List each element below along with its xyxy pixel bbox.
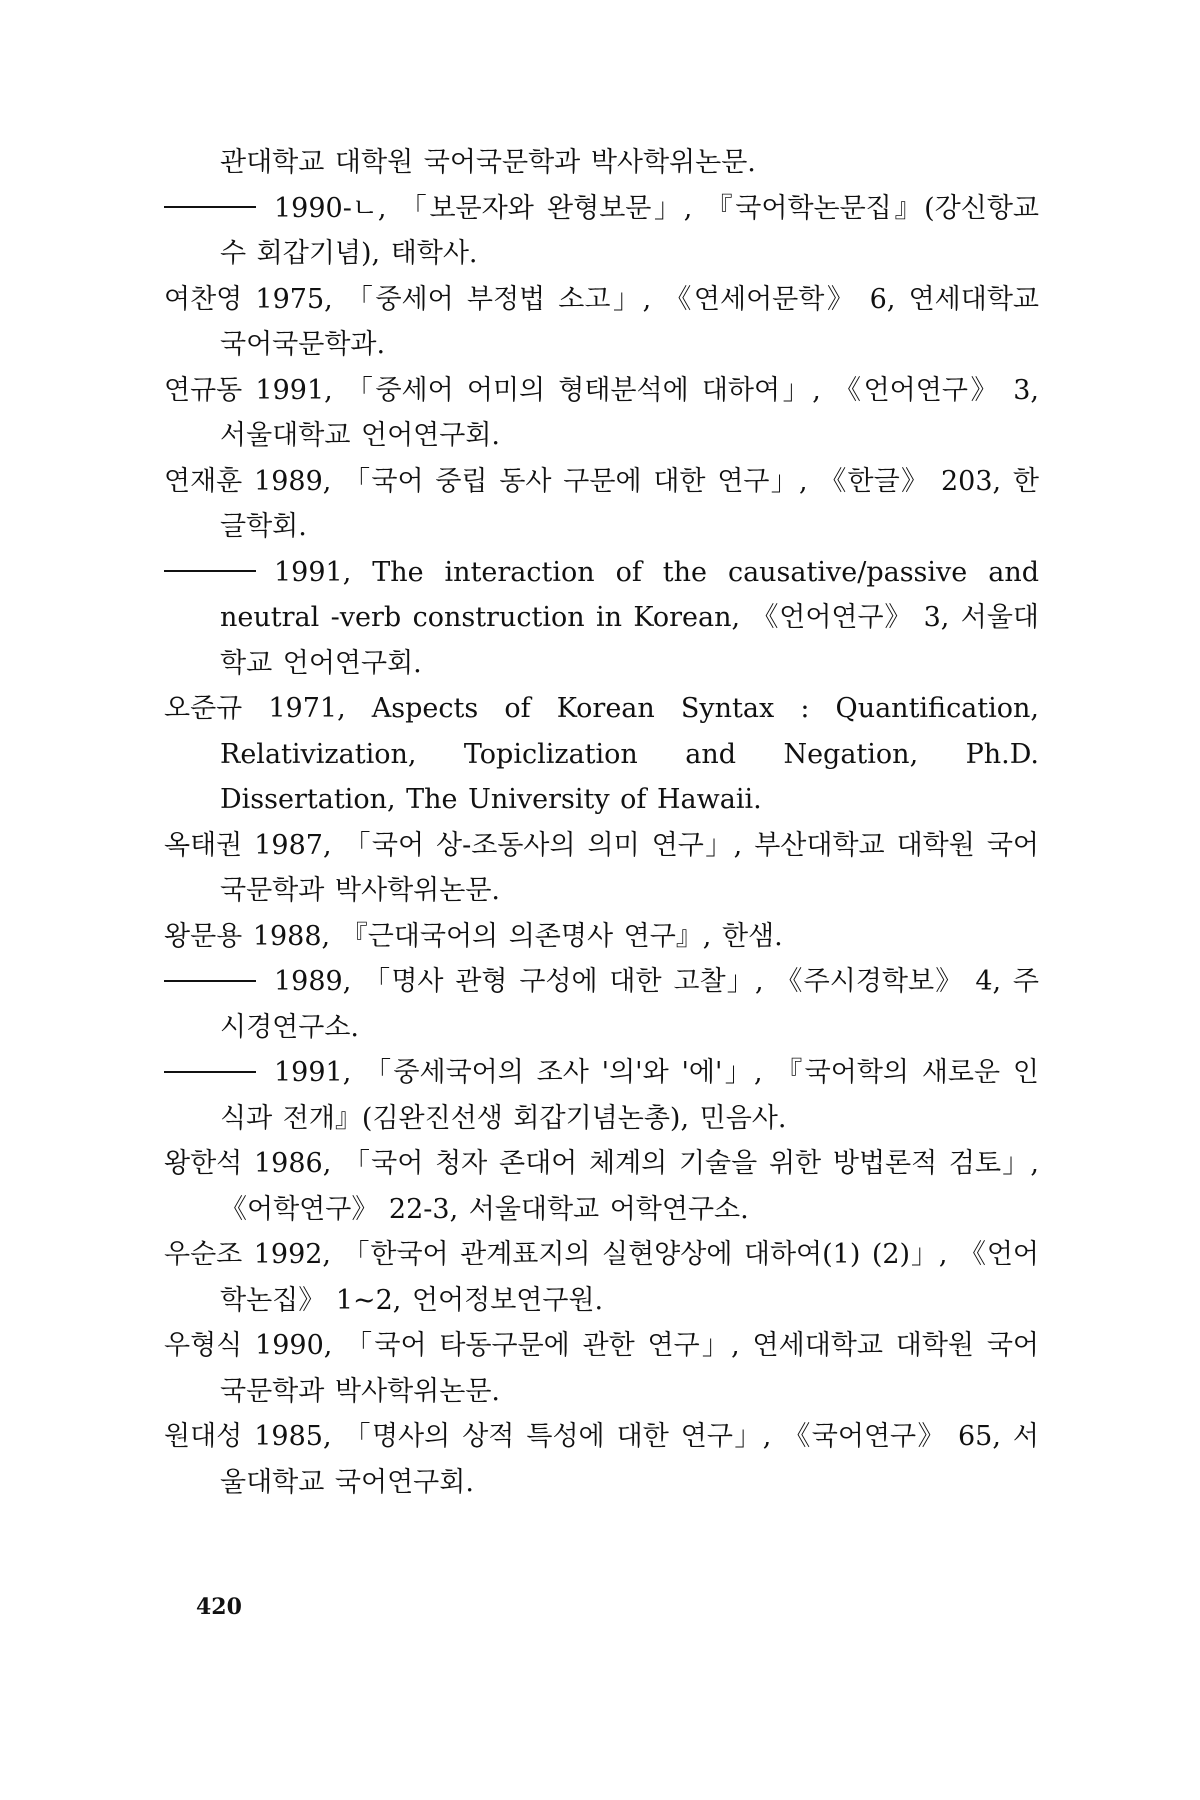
reference-text: 옥태권 1987, 「국어 상-조동사의 의미 연구」, 부산대학교 대학원 국어국문학과 박사학위논문.	[164, 829, 1039, 906]
reference-entry	[164, 1414, 1039, 1505]
reference-entry	[164, 914, 1039, 960]
ditto-dash	[164, 570, 256, 572]
reference-text: 1990-ㄴ, 「보문자와 완형보문」, 『국어학논문집』(강신항교수 회갑기념), 태학사.	[220, 192, 1039, 269]
reference-text: 1991, 「중세국어의 조사 '의'와 '에'」, 『국어학의 새로운 인식과 전개』(김완진선생 회갑기념논총), 민음사.	[220, 1057, 1039, 1134]
reference-text: 연재훈 1989, 「국어 중립 동사 구문에 대한 연구」, 《한글》 203, 한글학회.	[164, 465, 1039, 542]
reference-entry	[164, 459, 1039, 550]
reference-entry	[164, 550, 1039, 687]
reference-entry	[164, 1323, 1039, 1414]
reference-list	[164, 140, 1039, 1505]
ditto-dash	[164, 1071, 256, 1073]
reference-text: 우순조 1992, 「한국어 관계표지의 실현양상에 대하여(1) (2)」, 《언어학논집》 1~2, 언어정보연구원.	[164, 1239, 1039, 1316]
reference-entry	[164, 1232, 1039, 1323]
reference-text: 연규동 1991, 「중세어 어미의 형태분석에 대하여」, 《언어연구》 3, 서울대학교 언어연구회.	[164, 374, 1039, 451]
reference-text: 오준규 1971, Aspects of Korean Syntax : Quantification, Relativization, Topiclization and Negation, Ph.D. Dissertation, The University of Hawaii.	[164, 693, 1039, 815]
reference-entry	[164, 277, 1039, 368]
reference-entry	[164, 140, 1039, 186]
reference-entry	[164, 186, 1039, 277]
reference-text: 왕문용 1988, 『근대국어의 의존명사 연구』, 한샘.	[164, 920, 783, 952]
reference-entry	[164, 959, 1039, 1050]
ditto-dash	[164, 980, 256, 982]
reference-entry	[164, 823, 1039, 914]
reference-text: 원대성 1985, 「명사의 상적 특성에 대한 연구」, 《국어연구》 65, 서울대학교 국어연구회.	[164, 1421, 1039, 1498]
page-number: 420	[196, 1594, 242, 1620]
reference-text: 1989, 「명사 관형 구성에 대한 고찰」, 《주시경학보》 4, 주시경연구소.	[220, 966, 1039, 1043]
reference-text: 1991, The interaction of the causative/passive and neutral -verb construction in Korean, 《언어연구》 3, 서울대학교 언어연구회.	[220, 556, 1039, 679]
reference-text: 여찬영 1975, 「중세어 부정법 소고」, 《연세어문학》 6, 연세대학교 국어국문학과.	[164, 283, 1039, 360]
reference-text: 우형식 1990, 「국어 타동구문에 관한 연구」, 연세대학교 대학원 국어국문학과 박사학위논문.	[164, 1330, 1039, 1407]
ditto-dash	[164, 206, 256, 208]
reference-text: 관대학교 대학원 국어국문학과 박사학위논문.	[220, 147, 756, 178]
reference-text: 왕한석 1986, 「국어 청자 존대어 체계의 기술을 위한 방법론적 검토」, 《어학연구》 22-3, 서울대학교 어학연구소.	[164, 1148, 1039, 1225]
reference-entry	[164, 686, 1039, 823]
reference-entry	[164, 1050, 1039, 1141]
reference-entry	[164, 1141, 1039, 1232]
reference-entry	[164, 368, 1039, 459]
